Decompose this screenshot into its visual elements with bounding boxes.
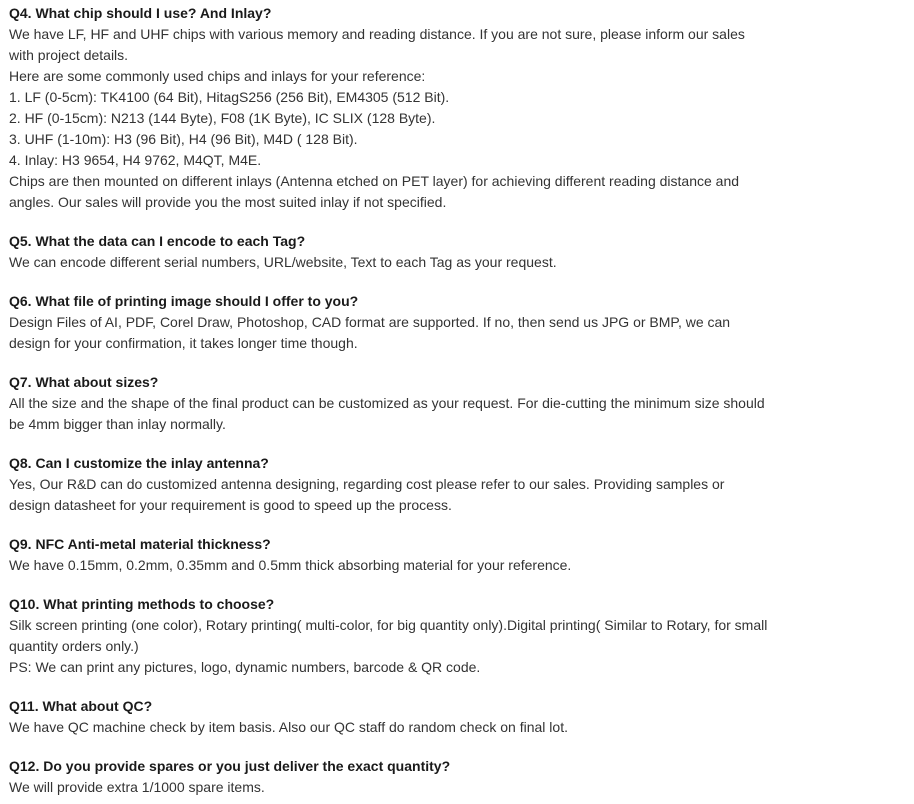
faq-answer-line: We have QC machine check by item basis. Also our QC staff do random check on final lot. [9,719,568,735]
faq-item [9,291,769,354]
faq-answer-line: We have 0.15mm, 0.2mm, 0.35mm and 0.5mm thick absorbing material for your reference. [9,557,572,573]
faq-answer [9,24,769,213]
faq-question: Q11. What about QC? [9,698,153,714]
faq-item [9,534,769,576]
faq-question: Q10. What printing methods to choose? [9,596,275,612]
faq-answer-line: PS: We can print any pictures, logo, dynamic numbers, barcode & QR code. [9,659,481,675]
faq-question: Q6. What file of printing image should I offer to you? [9,293,359,309]
faq-answer-line: Chips are then mounted on different inlays (Antenna etched on PET layer) for achieving different reading distance and angles. Our sales will provide you the most suited inlay if not specified. [9,173,740,210]
faq-item [9,696,769,738]
faq-answer-line: We have LF, HF and UHF chips with various memory and reading distance. If you are not sure, please inform our sales with project details. [9,26,745,63]
faq-answer-line: 4. Inlay: H3 9654, H4 9762, M4QT, M4E. [9,152,262,168]
faq-answer [9,252,769,273]
faq-answer [9,312,769,354]
faq-answer [9,393,769,435]
faq-answer-line: 3. UHF (1-10m): H3 (96 Bit), H4 (96 Bit), M4D ( 128 Bit). [9,131,358,147]
faq-answer-line: Here are some commonly used chips and inlays for your reference: [9,68,426,84]
faq-question: Q7. What about sizes? [9,374,159,390]
faq-item [9,453,769,516]
faq-answer-line: We will provide extra 1/1000 spare items. [9,779,265,795]
faq-question: Q9. NFC Anti-metal material thickness? [9,536,271,552]
faq-question: Q4. What chip should I use? And Inlay? [9,5,272,21]
faq-answer [9,717,769,738]
faq-answer-line: Design Files of AI, PDF, Corel Draw, Photoshop, CAD format are supported. If no, then send us JPG or BMP, we can design for your confirmation, it takes longer time though. [9,314,731,351]
faq-answer [9,777,769,798]
faq-item [9,756,769,798]
faq-item [9,3,769,213]
faq-question: Q8. Can I customize the inlay antenna? [9,455,269,471]
faq-answer [9,555,769,576]
faq-answer-line: Silk screen printing (one color), Rotary printing( multi-color, for big quantity only).Digital printing( Similar to Rotary, for small quantity orders only.) [9,617,768,654]
faq-answer-line: 2. HF (0-15cm): N213 (144 Byte), F08 (1K Byte), IC SLIX (128 Byte). [9,110,436,126]
faq-answer-line: Yes, Our R&D can do customized antenna designing, regarding cost please refer to our sales. Providing samples or design datasheet for your requirement is good to speed up the process. [9,476,725,513]
faq-answer-line: We can encode different serial numbers, URL/website, Text to each Tag as your request. [9,254,557,270]
faq-question: Q5. What the data can I encode to each Tag? [9,233,306,249]
faq-answer-line: 1. LF (0-5cm): TK4100 (64 Bit), HitagS256 (256 Bit), EM4305 (512 Bit). [9,89,450,105]
faq-answer [9,615,769,678]
faq-item [9,231,769,273]
faq-item [9,594,769,678]
faq-question: Q12. Do you provide spares or you just deliver the exact quantity? [9,758,451,774]
faq-item [9,372,769,435]
faq-answer-line: All the size and the shape of the final product can be customized as your request. For die-cutting the minimum size should be 4mm bigger than inlay normally. [9,395,765,432]
faq-answer [9,474,769,516]
